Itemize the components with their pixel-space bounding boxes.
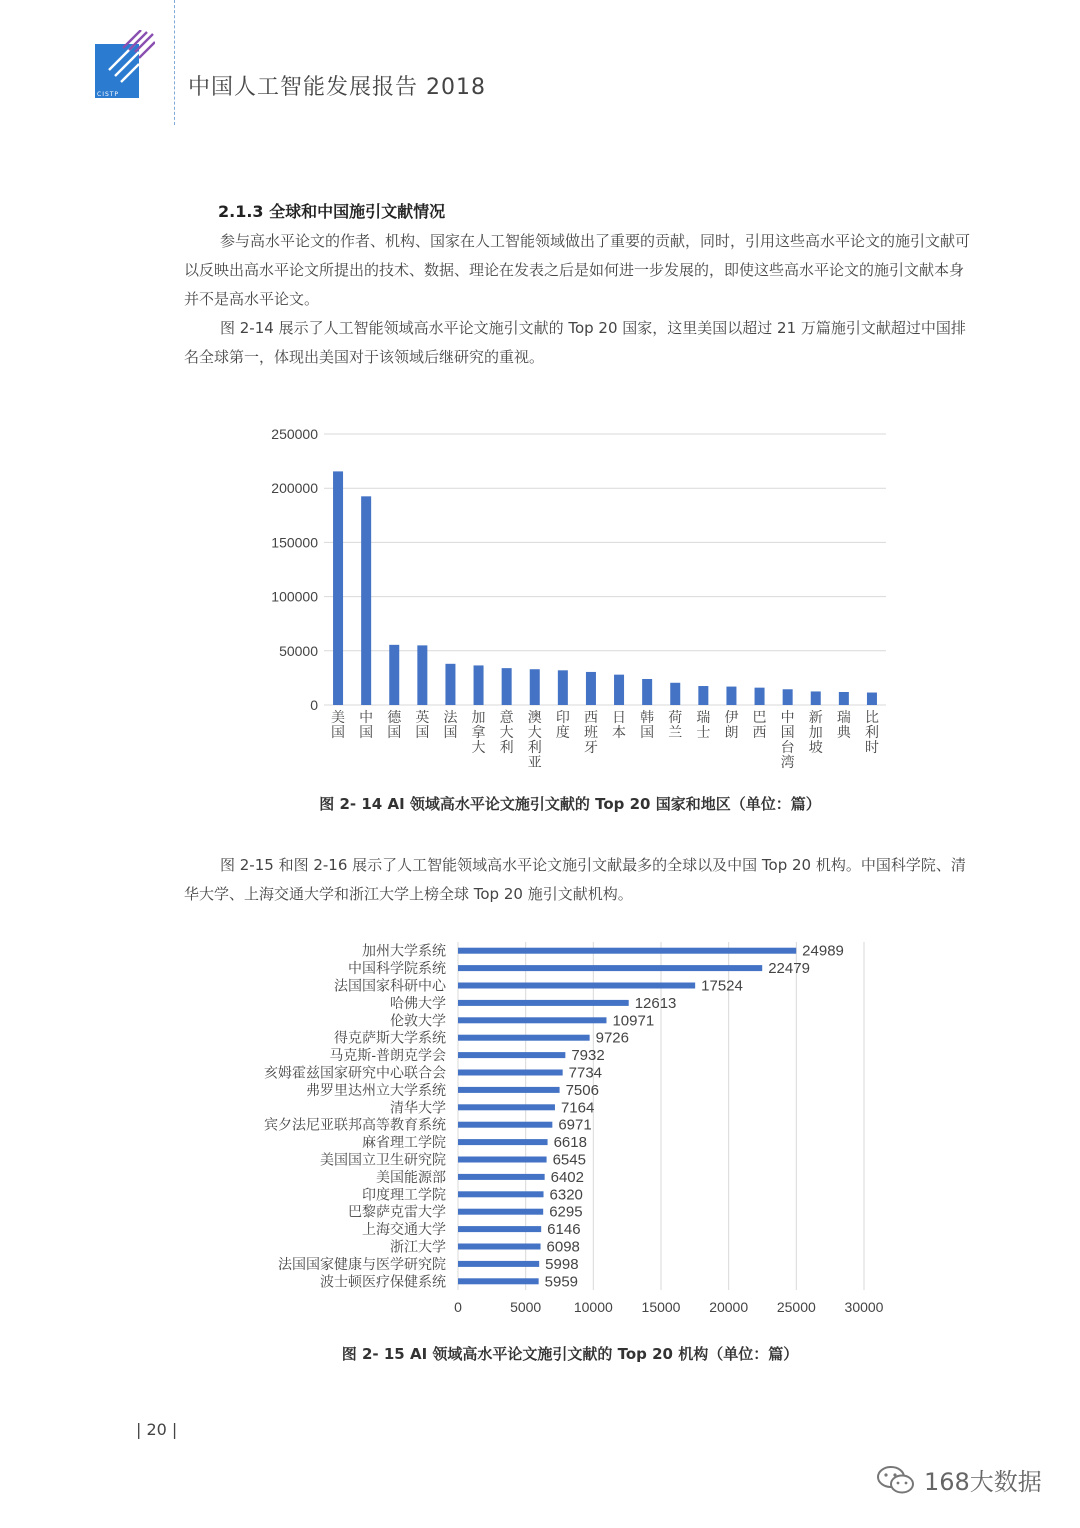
x-tick-label: 荷兰 bbox=[668, 709, 683, 740]
x-tick-label: 瑞士 bbox=[696, 709, 711, 740]
x-tick-label: 韩国 bbox=[640, 709, 655, 740]
data-label: 6971 bbox=[558, 1116, 592, 1134]
x-tick-label: 印度 bbox=[555, 709, 570, 740]
y-tick-label: 麻省理工学院 bbox=[362, 1134, 446, 1151]
bar-7 bbox=[458, 1070, 563, 1076]
bar-8 bbox=[458, 1087, 560, 1093]
x-tick-label: 瑞典 bbox=[836, 709, 851, 740]
data-label: 9726 bbox=[595, 1029, 630, 1047]
data-label: 7164 bbox=[560, 1099, 595, 1117]
x-tick-label: 比利时 bbox=[864, 709, 879, 755]
x-tick-label: 0 bbox=[454, 1299, 462, 1315]
data-label: 17524 bbox=[701, 977, 743, 995]
y-tick-label: 上海交通大学 bbox=[362, 1221, 446, 1238]
bar-0 bbox=[458, 948, 796, 954]
y-tick-label: 加州大学系统 bbox=[362, 942, 446, 959]
bar-3 bbox=[458, 1000, 629, 1006]
y-tick-label: 法国国家科研中心 bbox=[334, 977, 446, 994]
y-tick-label: 波士顿医疗保健系统 bbox=[320, 1273, 446, 1290]
paragraph-2: 图 2-14 展示了人工智能领域高水平论文施引文献的 Top 20 国家，这里美国以超过 21 万篇施引文献超过中国排名全球第一，体现出美国对于该领域后继研究的重视。 bbox=[184, 319, 966, 366]
data-label: 6618 bbox=[553, 1134, 587, 1152]
x-tick-label: 30000 bbox=[844, 1299, 884, 1315]
data-label: 7932 bbox=[571, 1047, 605, 1065]
bar-4 bbox=[458, 1017, 606, 1023]
data-label: 5959 bbox=[544, 1273, 579, 1291]
data-label: 7734 bbox=[568, 1064, 603, 1082]
x-tick-label: 20000 bbox=[709, 1299, 749, 1315]
x-tick-label: 澳大利亚 bbox=[527, 709, 542, 770]
data-label: 24989 bbox=[802, 942, 844, 960]
bar-6 bbox=[458, 1052, 565, 1058]
x-tick-label: 10000 bbox=[573, 1299, 613, 1315]
x-tick-label: 新加坡 bbox=[808, 709, 823, 755]
y-tick-label: 印度理工学院 bbox=[362, 1186, 446, 1203]
paragraph-1: 参与高水平论文的作者、机构、国家在人工智能领域做出了重要的贡献，同时，引用这些高水平论文的施引文献可以反映出高水平论文所提出的技术、数据、理论在发表之后是如何进一步发展的，即使这些高水平论文的施引文献本身并不是高水平论文。 bbox=[184, 232, 971, 308]
y-tick-label: 150000 bbox=[271, 534, 318, 551]
y-tick-label: 100000 bbox=[271, 588, 318, 605]
bar-15 bbox=[458, 1209, 543, 1215]
section-title: 2.1.3 全球和中国施引文献情况 bbox=[218, 202, 446, 221]
bar-17 bbox=[458, 1244, 541, 1250]
bar-10 bbox=[458, 1122, 552, 1128]
bar-5 bbox=[458, 1035, 590, 1041]
x-tick-label: 西班牙 bbox=[583, 709, 598, 755]
bar-18 bbox=[458, 1261, 539, 1267]
bar-11 bbox=[458, 1139, 548, 1145]
y-tick-label: 中国科学院系统 bbox=[348, 960, 446, 977]
x-tick-label: 25000 bbox=[776, 1299, 816, 1315]
paragraph-3: 图 2-15 和图 2-16 展示了人工智能领域高水平论文施引文献最多的全球以及中国 Top 20 机构。中国科学院、清华大学、上海交通大学和浙江大学上榜全球 Top 20 施引文献机构。 bbox=[184, 856, 966, 903]
x-tick-label: 5000 bbox=[510, 1299, 542, 1315]
y-tick-label: 50000 bbox=[279, 642, 318, 659]
x-tick-label: 巴西 bbox=[752, 709, 767, 740]
bar-13 bbox=[458, 1174, 545, 1180]
bar-19 bbox=[458, 1278, 539, 1284]
y-tick-label: 宾夕法尼亚联邦高等教育系统 bbox=[264, 1116, 446, 1133]
bar-1 bbox=[458, 965, 762, 971]
bar-2 bbox=[458, 983, 695, 989]
data-label: 6146 bbox=[547, 1221, 581, 1239]
header-title: 中国人工智能发展报告 2018 bbox=[188, 75, 486, 100]
x-tick-label: 意大利 bbox=[499, 709, 514, 755]
x-tick-label: 英国 bbox=[415, 709, 430, 740]
bar-16 bbox=[458, 1226, 541, 1232]
y-tick-label: 浙江大学 bbox=[390, 1238, 446, 1255]
data-label: 22479 bbox=[768, 960, 810, 978]
x-tick-label: 中国 bbox=[359, 709, 374, 740]
y-tick-label: 法国国家健康与医学研究院 bbox=[278, 1255, 446, 1272]
y-tick-label: 0 bbox=[310, 697, 318, 713]
x-tick-label: 德国 bbox=[387, 709, 402, 740]
y-tick-label: 哈佛大学 bbox=[390, 994, 446, 1011]
page-number: | 20 | bbox=[136, 1420, 178, 1439]
y-tick-label: 亥姆霍兹国家研究中心联合会 bbox=[264, 1064, 446, 1081]
y-tick-label: 弗罗里达州立大学系统 bbox=[306, 1081, 446, 1098]
data-label: 6320 bbox=[549, 1186, 583, 1204]
y-tick-label: 得克萨斯大学系统 bbox=[334, 1029, 446, 1046]
y-tick-label: 巴黎萨克雷大学 bbox=[348, 1203, 446, 1220]
data-label: 6098 bbox=[546, 1238, 580, 1256]
y-tick-label: 美国国立卫生研究院 bbox=[320, 1151, 446, 1168]
x-tick-label: 伊朗 bbox=[724, 709, 739, 740]
svg-text:CISTP: CISTP bbox=[97, 91, 120, 98]
watermark-text: 168大数据 bbox=[924, 1468, 1042, 1496]
figure-15-caption: 图 2- 15 AI 领域高水平论文施引文献的 Top 20 机构（单位：篇） bbox=[341, 1345, 799, 1363]
data-label: 12613 bbox=[634, 994, 677, 1012]
data-label: 5998 bbox=[545, 1255, 579, 1273]
y-tick-label: 250000 bbox=[271, 426, 318, 442]
bar-14 bbox=[458, 1191, 544, 1197]
x-tick-label: 法国 bbox=[443, 709, 458, 740]
y-tick-label: 清华大学 bbox=[390, 1099, 446, 1116]
bar-9 bbox=[458, 1104, 555, 1110]
y-tick-label: 马克斯-普朗克学会 bbox=[329, 1047, 446, 1064]
y-tick-label: 伦敦大学 bbox=[390, 1012, 446, 1029]
figure-14-caption: 图 2- 14 AI 领域高水平论文施引文献的 Top 20 国家和地区（单位：篇） bbox=[319, 795, 821, 813]
x-tick-label: 15000 bbox=[641, 1299, 681, 1315]
y-tick-label: 美国能源部 bbox=[376, 1168, 446, 1185]
data-label: 10971 bbox=[612, 1012, 655, 1030]
x-tick-label: 中国台湾 bbox=[780, 709, 795, 770]
data-label: 6295 bbox=[549, 1203, 583, 1221]
x-tick-label: 加拿大 bbox=[471, 709, 486, 755]
wechat-icon bbox=[876, 1464, 916, 1496]
watermark bbox=[876, 1462, 1042, 1497]
x-tick-label: 日本 bbox=[612, 709, 627, 740]
data-label: 6545 bbox=[552, 1151, 586, 1169]
bar-12 bbox=[458, 1157, 547, 1163]
data-label: 7506 bbox=[565, 1081, 599, 1099]
y-tick-label: 200000 bbox=[271, 480, 318, 497]
x-tick-label: 美国 bbox=[331, 709, 346, 740]
data-label: 6402 bbox=[550, 1168, 585, 1186]
